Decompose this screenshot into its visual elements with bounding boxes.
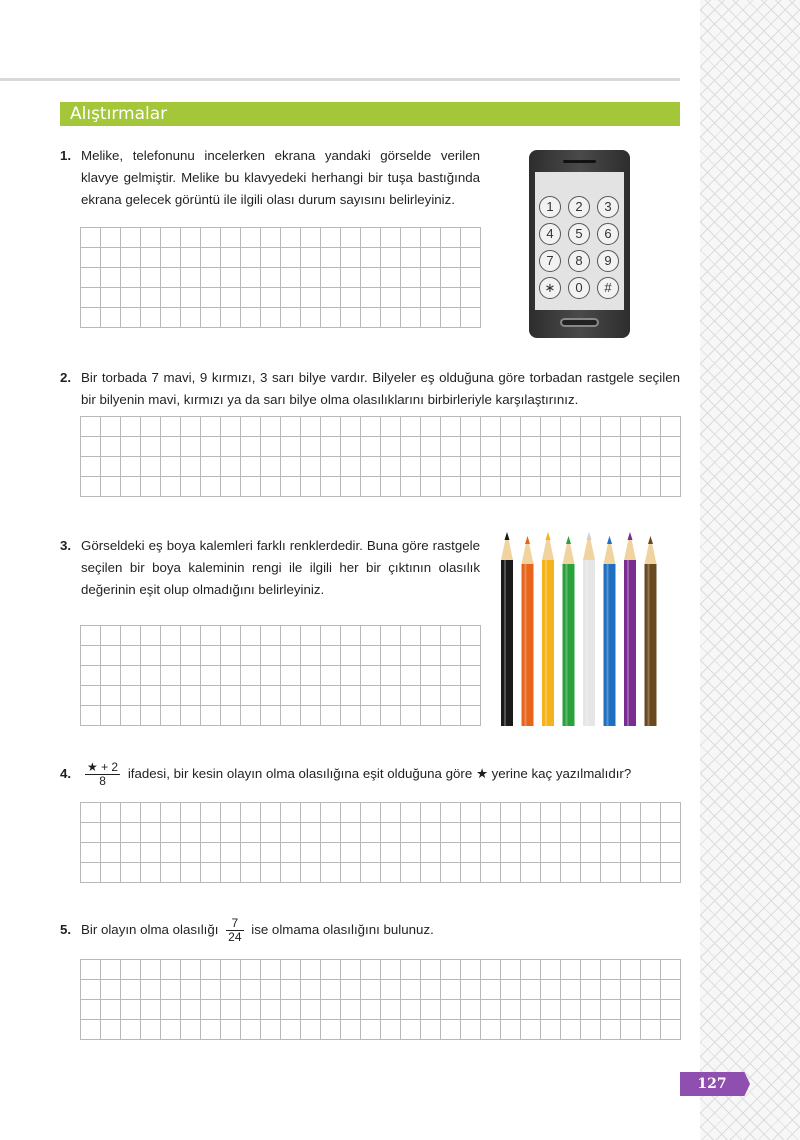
phone-keypad bbox=[539, 196, 621, 299]
colored-pencils-icon bbox=[498, 530, 663, 730]
pencil bbox=[522, 536, 534, 726]
phone-key: 4 bbox=[539, 223, 561, 245]
smartphone-keypad-icon bbox=[529, 150, 630, 338]
pencil bbox=[645, 536, 657, 726]
question-number: 3. bbox=[60, 538, 72, 553]
pencil bbox=[624, 532, 636, 726]
question-number: 2. bbox=[60, 370, 72, 385]
answer-grid-4[interactable] bbox=[80, 802, 681, 883]
question-text-line bbox=[81, 758, 680, 790]
phone-key: ∗ bbox=[539, 277, 561, 299]
pencil bbox=[604, 536, 616, 726]
answer-grid-5[interactable] bbox=[80, 959, 681, 1040]
question-text: ifadesi, bir kesin olayın olma olasılığına eşit olduğuna göre ★ yerine kaç yazılmalıdır? bbox=[127, 766, 632, 781]
answer-grid-3[interactable] bbox=[80, 625, 481, 726]
fraction-denominator: 8 bbox=[99, 773, 106, 788]
pencil bbox=[542, 532, 554, 726]
phone-home-button bbox=[560, 318, 599, 327]
answer-grid-1[interactable] bbox=[80, 227, 481, 328]
phone-key: 5 bbox=[568, 223, 590, 245]
phone-key: # bbox=[597, 277, 619, 299]
question-text: Melike, telefonunu incelerken ekrana yandaki görselde verilen klavye gelmiştir. Melike bu klavyedeki herhangi bir tuşa bastığında ekrana gelecek görüntü ile ilgili olası durum sayısını belirleyiniz. bbox=[81, 148, 480, 207]
phone-key: 6 bbox=[597, 223, 619, 245]
page-number: 127 bbox=[697, 1076, 727, 1092]
side-pattern-decoration bbox=[700, 0, 800, 1140]
question-number: 5. bbox=[60, 922, 72, 937]
phone-key: 9 bbox=[597, 250, 619, 272]
phone-key: 7 bbox=[539, 250, 561, 272]
section-title: Alıştırmalar bbox=[70, 104, 168, 124]
answer-grid-2[interactable] bbox=[80, 416, 681, 497]
question-number: 4. bbox=[60, 766, 72, 781]
phone-key: 2 bbox=[568, 196, 590, 218]
fraction-numerator: ★ + 2 bbox=[87, 759, 119, 774]
question-text: Görseldeki eş boya kalemleri farklı renklerdedir. Buna göre rastgele seçilen bir boya kaleminin rengi ile ilgili her bir çıktının olasılık değerinin eşit olup olmadığını belirleyiniz. bbox=[81, 538, 480, 597]
fraction-denominator: 24 bbox=[228, 929, 242, 944]
fraction bbox=[85, 761, 120, 788]
question-text-before: Bir olayın olma olasılığı bbox=[81, 922, 219, 937]
phone-speaker bbox=[563, 160, 596, 163]
phone-key: 3 bbox=[597, 196, 619, 218]
fraction-numerator: 7 bbox=[226, 917, 243, 931]
phone-screen bbox=[535, 172, 624, 310]
pencil bbox=[583, 532, 595, 726]
pencil bbox=[501, 532, 513, 726]
pencil bbox=[563, 536, 575, 726]
section-header bbox=[60, 102, 680, 126]
phone-key: 0 bbox=[568, 277, 590, 299]
question-number: 1. bbox=[60, 148, 72, 163]
phone-key: 8 bbox=[568, 250, 590, 272]
question-text: Bir torbada 7 mavi, 9 kırmızı, 3 sarı bilye vardır. Bilyeler eş olduğuna göre torbadan rastgele seçilen bir bilyenin mavi, kırmızı ya da sarı bilye olma olasılıklarını birbirleriyle karşılaştırınız. bbox=[81, 370, 680, 407]
fraction bbox=[226, 917, 243, 944]
top-rule bbox=[0, 78, 680, 81]
question-text-line bbox=[81, 914, 680, 946]
phone-key: 1 bbox=[539, 196, 561, 218]
question-text-after: ise olmama olasılığını bulunuz. bbox=[251, 922, 434, 937]
